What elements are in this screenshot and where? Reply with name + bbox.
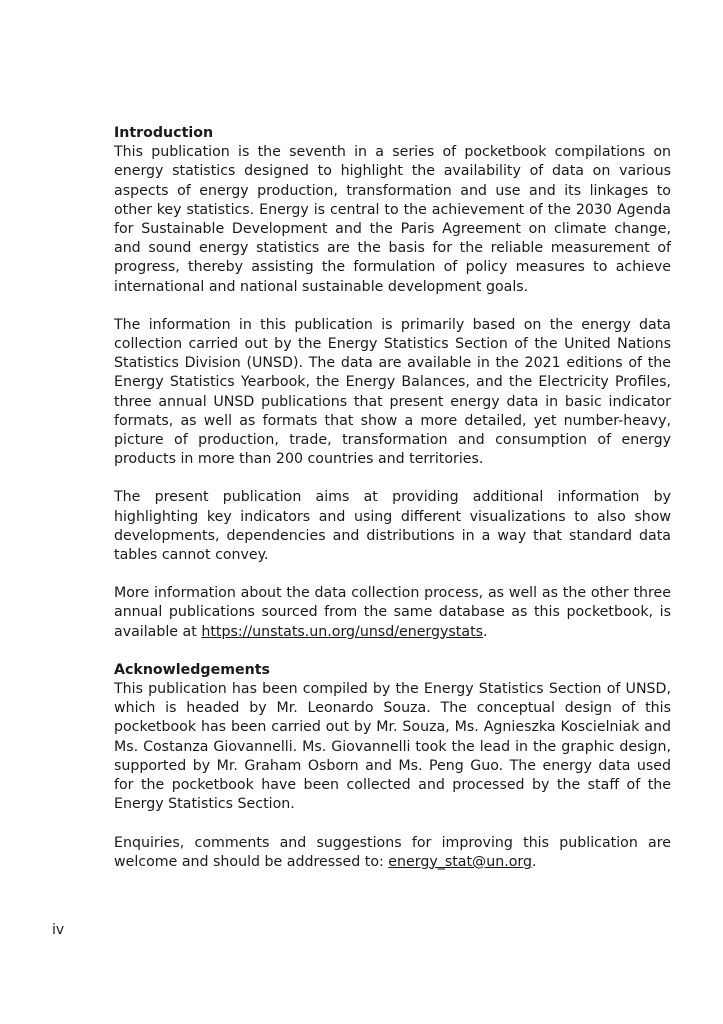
paragraph-text: . <box>532 853 537 870</box>
paragraph-spacer <box>114 469 671 488</box>
paragraph-text: . <box>483 623 488 640</box>
acknowledgements-paragraph-1: This publication has been compiled by the Energy Statistics Section of UNSD, which is headed by Mr. Leonardo Souza. The conceptual design of this pocketbook has been carried out by Mr. Souza, Ms. Agnieszka Koscielniak and Ms. Costanza Giovannelli. Ms. Giovannelli took the lead in the graphic design, supported by Mr. Graham Osborn and Ms. Peng Guo. The energy data used for the pocketbook have been collected and processed by the staff of the Energy Statistics Section. <box>114 681 671 813</box>
introduction-heading: Introduction <box>114 125 214 141</box>
email-link[interactable]: energy_stat@un.org <box>388 853 532 870</box>
page-number: iv <box>52 922 65 938</box>
introduction-paragraph-2: The information in this publication is primarily based on the energy data collection carried out by the Energy Statistics Section of the United Nations Statistics Division (UNSD). The data are available in the 2021 editions of the Energy Statistics Yearbook, the Energy Balances, and the Electricity Profiles, three annual UNSD publications that present energy data in basic indicator formats, as well as formats that show a more detailed, yet number-heavy, picture of production, trade, transformation and consumption of energy products in more than 200 countries and territories. <box>114 316 671 468</box>
introduction-paragraph-4 <box>114 584 671 642</box>
paragraph-spacer <box>114 297 671 316</box>
paragraph-spacer <box>114 565 671 584</box>
acknowledgements-heading: Acknowledgements <box>114 661 270 678</box>
paragraph-text: More information about the data collection process, as well as the other three annual publications sourced from the same database as this pocketbook, is available at <box>114 585 671 640</box>
energystats-link[interactable]: https://unstats.un.org/unsd/energystats <box>201 623 484 640</box>
paragraph-spacer <box>114 642 671 661</box>
paragraph-spacer <box>114 815 671 834</box>
introduction-paragraph-3: The present publication aims at providing additional information by highlighting key indicators and using different visualizations to also show developments, dependencies and distributions in a way that standard data tables cannot convey. <box>114 489 671 564</box>
paragraph-text: Enquiries, comments and suggestions for improving this publication are welcome and should be addressed to: <box>114 834 671 870</box>
acknowledgements-paragraph-2 <box>114 834 671 872</box>
introduction-paragraph-1: This publication is the seventh in a series of pocketbook compilations on energy statistics designed to highlight the availability of data on various aspects of energy production, transformation and use and its linkages to other key statistics. Energy is central to the achievement of the 2030 Agenda for Sustainable Development and the Paris Agreement on climate change, and sound energy statistics are the basis for the reliable measurement of progress, thereby assisting the formulation of policy measures to achieve international and national sustainable development goals. <box>114 144 671 295</box>
page-content <box>114 124 671 872</box>
